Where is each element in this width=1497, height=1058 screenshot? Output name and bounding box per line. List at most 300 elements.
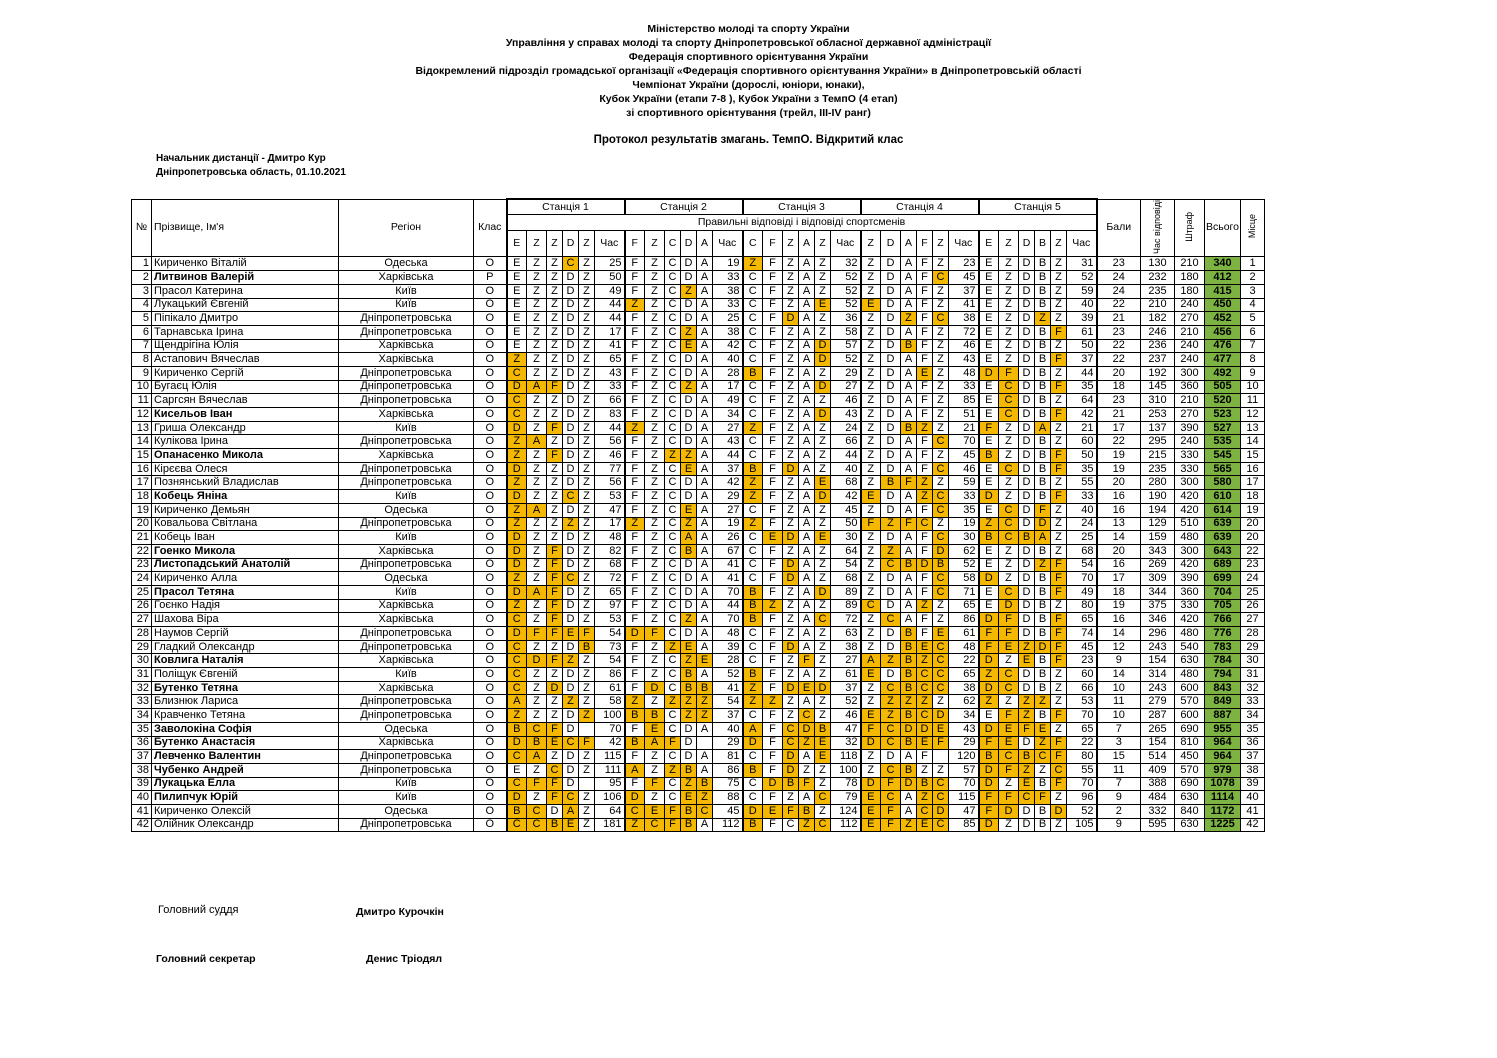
answer-cell: E bbox=[861, 298, 881, 312]
correct-answer: B bbox=[1035, 230, 1051, 257]
answer-cell: Z bbox=[579, 476, 595, 490]
answer-cell: A bbox=[901, 531, 917, 545]
station-time: 55 bbox=[1067, 476, 1097, 490]
answer-cell: Z bbox=[815, 325, 831, 339]
athlete-name: Гриша Олександр bbox=[152, 421, 339, 435]
answer-cell: E bbox=[999, 722, 1019, 736]
answer-cell: Z bbox=[861, 366, 881, 380]
answer-cell: Z bbox=[507, 435, 527, 449]
answer-cell: F bbox=[763, 818, 783, 832]
penalty: 330 bbox=[1175, 599, 1205, 613]
answer-cell: C bbox=[881, 558, 901, 572]
answer-cell: C bbox=[507, 408, 527, 422]
answer-cell: F bbox=[979, 736, 999, 750]
station-time: 24 bbox=[1067, 517, 1097, 531]
answer-cell: Z bbox=[527, 763, 547, 777]
total: 979 bbox=[1205, 763, 1241, 777]
answer-cell: Z bbox=[697, 791, 713, 805]
answer-cell: Z bbox=[579, 312, 595, 326]
points: 3 bbox=[1097, 736, 1141, 750]
total: 456 bbox=[1205, 325, 1241, 339]
station-time: 38 bbox=[713, 325, 743, 339]
answer-cell: Z bbox=[783, 380, 799, 394]
place: 8 bbox=[1241, 353, 1265, 367]
answer-cell: Z bbox=[999, 777, 1019, 791]
row-number: 6 bbox=[132, 325, 152, 339]
athlete-region: Харківська bbox=[339, 353, 474, 367]
total: 565 bbox=[1205, 462, 1241, 476]
answer-cell: C bbox=[999, 750, 1019, 764]
station-time: 41 bbox=[713, 558, 743, 572]
answer-cell: B bbox=[697, 681, 713, 695]
header-line: Управління у справах молоді та спорту Дніпропетровської обласної державної адміністрації bbox=[505, 37, 992, 49]
answer-cell: Z bbox=[547, 668, 563, 682]
athlete-name: Кириченко Сергій bbox=[152, 366, 339, 380]
answer-cell: C bbox=[743, 271, 763, 285]
station-time: 82 bbox=[595, 544, 625, 558]
answer-cell: D bbox=[563, 408, 579, 422]
answer-cell: F bbox=[625, 572, 645, 586]
answer-cell: E bbox=[815, 750, 831, 764]
answer-cell: F bbox=[625, 681, 645, 695]
answer-cell: F bbox=[763, 421, 783, 435]
answer-cell: C bbox=[665, 750, 681, 764]
penalty: 210 bbox=[1175, 257, 1205, 271]
answer-cell: F bbox=[917, 435, 933, 449]
answer-cell: Z bbox=[527, 312, 547, 326]
station-time: 23 bbox=[1067, 654, 1097, 668]
athlete-region: Дніпропетровська bbox=[339, 558, 474, 572]
athlete-class: О bbox=[474, 503, 507, 517]
answer-cell: Z bbox=[1035, 736, 1051, 750]
station-time: 25 bbox=[595, 257, 625, 271]
station-time: 71 bbox=[949, 585, 979, 599]
answer-cell: C bbox=[665, 777, 681, 791]
answer-cell: D bbox=[861, 736, 881, 750]
answer-cell: F bbox=[547, 380, 563, 394]
answer-cell: Z bbox=[547, 339, 563, 353]
answer-cell: B bbox=[815, 722, 831, 736]
answer-cell: C bbox=[547, 763, 563, 777]
answer-cell: F bbox=[1051, 640, 1067, 654]
penalty: 240 bbox=[1175, 298, 1205, 312]
station-time: 80 bbox=[1067, 750, 1097, 764]
answer-cell: Z bbox=[881, 517, 901, 531]
athlete-region: Харківська bbox=[339, 449, 474, 463]
answer-cell: D bbox=[507, 531, 527, 545]
answer-time: 210 bbox=[1141, 298, 1175, 312]
answer-cell: A bbox=[901, 257, 917, 271]
athlete-name: Астапович Вячеслав bbox=[152, 353, 339, 367]
row-number: 7 bbox=[132, 339, 152, 353]
answer-cell: D bbox=[881, 312, 901, 326]
answer-cell: B bbox=[1035, 271, 1051, 285]
answer-cell: D bbox=[979, 654, 999, 668]
answer-cell: F bbox=[625, 777, 645, 791]
answer-cell: A bbox=[697, 462, 713, 476]
place: 33 bbox=[1241, 695, 1265, 709]
points: 21 bbox=[1097, 312, 1141, 326]
answer-cell: Z bbox=[979, 695, 999, 709]
place: 10 bbox=[1241, 380, 1265, 394]
athlete-class: О bbox=[474, 599, 507, 613]
answer-cell: F bbox=[917, 572, 933, 586]
athlete-class: О bbox=[474, 544, 507, 558]
answer-cell: D bbox=[901, 777, 917, 791]
answer-cell: Z bbox=[563, 695, 579, 709]
answer-cell: A bbox=[799, 298, 815, 312]
answer-cell: Z bbox=[783, 791, 799, 805]
athlete-region: Одеська bbox=[339, 257, 474, 271]
answer-cell: E bbox=[563, 818, 579, 832]
answer-cell: F bbox=[999, 627, 1019, 641]
penalty: 810 bbox=[1175, 736, 1205, 750]
answer-cell: F bbox=[625, 271, 645, 285]
answer-cell: F bbox=[547, 722, 563, 736]
answer-cell: Z bbox=[815, 599, 831, 613]
correct-answer: C bbox=[665, 230, 681, 257]
answer-cell: A bbox=[697, 613, 713, 627]
station-time: 65 bbox=[595, 353, 625, 367]
penalty: 690 bbox=[1175, 777, 1205, 791]
answer-cell: D bbox=[1019, 435, 1035, 449]
answer-cell: C bbox=[563, 257, 579, 271]
answer-cell: D bbox=[881, 449, 901, 463]
answer-cell: C bbox=[743, 640, 763, 654]
answer-cell: F bbox=[763, 339, 783, 353]
points: 7 bbox=[1097, 777, 1141, 791]
answer-cell: A bbox=[901, 449, 917, 463]
points: 11 bbox=[1097, 763, 1141, 777]
answer-cell: D bbox=[681, 353, 697, 367]
answer-cell: Z bbox=[861, 476, 881, 490]
athlete-region: Київ bbox=[339, 777, 474, 791]
answer-cell: C bbox=[665, 394, 681, 408]
station-time: 66 bbox=[831, 435, 861, 449]
answer-cell: Z bbox=[507, 599, 527, 613]
place: 39 bbox=[1241, 777, 1265, 791]
station-time: 19 bbox=[713, 517, 743, 531]
answer-cell: A bbox=[697, 750, 713, 764]
total: 415 bbox=[1205, 284, 1241, 298]
points: 21 bbox=[1097, 408, 1141, 422]
answer-cell: E bbox=[1019, 777, 1035, 791]
answer-cell: A bbox=[901, 380, 917, 394]
answer-cell: F bbox=[1051, 750, 1067, 764]
station-time: 37 bbox=[949, 284, 979, 298]
answer-cell: Z bbox=[527, 613, 547, 627]
answer-cell: D bbox=[1019, 627, 1035, 641]
answer-cell: C bbox=[933, 572, 949, 586]
answer-cell: E bbox=[507, 325, 527, 339]
answer-cell: Z bbox=[579, 804, 595, 818]
answer-cell: A bbox=[799, 394, 815, 408]
station-time: 40 bbox=[831, 462, 861, 476]
answer-cell: C bbox=[743, 531, 763, 545]
answer-cell: B bbox=[901, 709, 917, 723]
answer-cell: D bbox=[563, 325, 579, 339]
answer-cell: Z bbox=[999, 818, 1019, 832]
correct-answer: C bbox=[743, 230, 763, 257]
answer-cell: Z bbox=[815, 435, 831, 449]
answer-cell: F bbox=[999, 791, 1019, 805]
answer-cell: Z bbox=[645, 476, 665, 490]
answer-cell: Z bbox=[815, 517, 831, 531]
table-row bbox=[132, 517, 1265, 531]
answer-cell: F bbox=[999, 763, 1019, 777]
answer-cell bbox=[579, 777, 595, 791]
answer-cell: D bbox=[507, 544, 527, 558]
answer-cell: Z bbox=[861, 339, 881, 353]
answer-cell: E bbox=[763, 804, 783, 818]
answer-cell: C bbox=[507, 394, 527, 408]
answer-cell: C bbox=[665, 722, 681, 736]
table-row bbox=[132, 668, 1265, 682]
answer-cell: D bbox=[625, 791, 645, 805]
answer-cell: D bbox=[563, 394, 579, 408]
table-row bbox=[132, 695, 1265, 709]
answer-cell: B bbox=[901, 681, 917, 695]
answer-cell: Z bbox=[861, 613, 881, 627]
row-number: 31 bbox=[132, 668, 152, 682]
answer-cell: F bbox=[1051, 490, 1067, 504]
athlete-region: Дніпропетровська bbox=[339, 435, 474, 449]
total: 610 bbox=[1205, 490, 1241, 504]
answer-cell: D bbox=[881, 325, 901, 339]
answer-cell: F bbox=[763, 284, 783, 298]
penalty: 270 bbox=[1175, 312, 1205, 326]
place: 3 bbox=[1241, 284, 1265, 298]
table-row bbox=[132, 257, 1265, 271]
answer-cell: Z bbox=[815, 257, 831, 271]
athlete-class: О bbox=[474, 709, 507, 723]
answer-cell: Z bbox=[645, 763, 665, 777]
answer-cell: Z bbox=[625, 421, 645, 435]
answer-cell: B bbox=[979, 531, 999, 545]
answer-cell: D bbox=[563, 339, 579, 353]
athlete-region: Дніпропетровська bbox=[339, 476, 474, 490]
answer-cell: Z bbox=[681, 517, 697, 531]
athlete-region: Одеська bbox=[339, 804, 474, 818]
answer-cell: E bbox=[507, 339, 527, 353]
chief-judge-label: Головний суддя bbox=[158, 904, 239, 916]
answer-cell: F bbox=[1051, 558, 1067, 572]
answer-cell: Z bbox=[783, 353, 799, 367]
station-time: 120 bbox=[949, 750, 979, 764]
answer-cell: B bbox=[1035, 257, 1051, 271]
col-header-no: № bbox=[132, 199, 152, 257]
place: 41 bbox=[1241, 804, 1265, 818]
answer-cell: D bbox=[563, 476, 579, 490]
athlete-name: Поліщук Євгеній bbox=[152, 668, 339, 682]
answer-cell: A bbox=[799, 791, 815, 805]
row-number: 24 bbox=[132, 572, 152, 586]
answer-cell: D bbox=[681, 585, 697, 599]
answer-cell: A bbox=[799, 585, 815, 599]
station-time: 112 bbox=[713, 818, 743, 832]
answer-cell: F bbox=[1051, 572, 1067, 586]
answer-cell: D bbox=[979, 722, 999, 736]
answer-cell: C bbox=[665, 490, 681, 504]
answer-cell: C bbox=[507, 668, 527, 682]
answer-cell: F bbox=[645, 627, 665, 641]
header-line: Кубок України (етапи 7-8 ), Кубок України з ТемпО (4 етап) bbox=[599, 93, 898, 105]
answer-cell: Z bbox=[1051, 366, 1067, 380]
points: 9 bbox=[1097, 818, 1141, 832]
athlete-name: Кириченко Демьян bbox=[152, 503, 339, 517]
answer-cell: F bbox=[979, 804, 999, 818]
station-time: 27 bbox=[713, 421, 743, 435]
answer-cell: B bbox=[743, 462, 763, 476]
answer-cell: F bbox=[917, 503, 933, 517]
answer-cell: D bbox=[933, 544, 949, 558]
answer-cell: D bbox=[815, 408, 831, 422]
answer-cell: Z bbox=[579, 408, 595, 422]
answer-cell: B bbox=[697, 777, 713, 791]
answer-cell: D bbox=[1019, 544, 1035, 558]
total: 784 bbox=[1205, 654, 1241, 668]
answer-cell: Z bbox=[645, 517, 665, 531]
answer-cell: Z bbox=[999, 257, 1019, 271]
total: 545 bbox=[1205, 449, 1241, 463]
answer-cell: Z bbox=[547, 366, 563, 380]
station-time: 53 bbox=[1067, 695, 1097, 709]
table-row bbox=[132, 476, 1265, 490]
place: 9 bbox=[1241, 366, 1265, 380]
answer-cell: Z bbox=[933, 695, 949, 709]
row-number: 38 bbox=[132, 763, 152, 777]
answer-cell: F bbox=[547, 777, 563, 791]
answer-cell: D bbox=[1019, 380, 1035, 394]
answer-cell: Z bbox=[527, 421, 547, 435]
place: 5 bbox=[1241, 312, 1265, 326]
answer-cell: F bbox=[763, 750, 783, 764]
place: 22 bbox=[1241, 544, 1265, 558]
station-time: 37 bbox=[831, 681, 861, 695]
answer-cell: C bbox=[507, 750, 527, 764]
answer-cell: C bbox=[881, 736, 901, 750]
answer-cell: D bbox=[563, 585, 579, 599]
answer-cell: A bbox=[697, 490, 713, 504]
station-time: 50 bbox=[1067, 449, 1097, 463]
answer-cell: B bbox=[681, 818, 697, 832]
answer-cell: Z bbox=[579, 257, 595, 271]
answer-cell: Z bbox=[547, 325, 563, 339]
place: 15 bbox=[1241, 449, 1265, 463]
station-time: 181 bbox=[595, 818, 625, 832]
station-time: 52 bbox=[713, 668, 743, 682]
penalty: 420 bbox=[1175, 490, 1205, 504]
answer-cell: Z bbox=[697, 695, 713, 709]
answer-cell: A bbox=[1035, 421, 1051, 435]
answer-cell: Z bbox=[1051, 257, 1067, 271]
answer-cell: Z bbox=[579, 503, 595, 517]
answer-cell: Z bbox=[881, 709, 901, 723]
row-number: 27 bbox=[132, 613, 152, 627]
answer-cell: Z bbox=[933, 517, 949, 531]
answer-cell: Z bbox=[681, 613, 697, 627]
answer-cell: D bbox=[1035, 517, 1051, 531]
row-number: 11 bbox=[132, 394, 152, 408]
answer-cell: C bbox=[933, 490, 949, 504]
athlete-name: Шахова Віра bbox=[152, 613, 339, 627]
answer-cell: F bbox=[625, 462, 645, 476]
answer-cell: C bbox=[665, 627, 681, 641]
answer-cell: F bbox=[625, 531, 645, 545]
answer-cell: Z bbox=[999, 339, 1019, 353]
answer-cell: E bbox=[979, 394, 999, 408]
answer-cell: Z bbox=[527, 257, 547, 271]
table-row bbox=[132, 353, 1265, 367]
answer-cell: A bbox=[901, 585, 917, 599]
table-row bbox=[132, 736, 1265, 750]
answer-cell: Z bbox=[861, 763, 881, 777]
station-time: 48 bbox=[713, 627, 743, 641]
answer-cell: D bbox=[1019, 366, 1035, 380]
answer-cell: C bbox=[933, 654, 949, 668]
answer-cell: Z bbox=[783, 476, 799, 490]
answer-cell: F bbox=[547, 544, 563, 558]
answer-cell: C bbox=[507, 654, 527, 668]
answer-cell: D bbox=[861, 777, 881, 791]
athlete-region: Київ bbox=[339, 490, 474, 504]
answer-cell: Z bbox=[547, 531, 563, 545]
answer-cell: C bbox=[743, 449, 763, 463]
answer-cell: D bbox=[1019, 325, 1035, 339]
answer-cell: Z bbox=[815, 572, 831, 586]
answer-cell: A bbox=[527, 750, 547, 764]
place: 12 bbox=[1241, 408, 1265, 422]
answer-cell: Z bbox=[579, 531, 595, 545]
answer-cell: C bbox=[933, 503, 949, 517]
answer-cell: D bbox=[881, 435, 901, 449]
station-time: 49 bbox=[595, 284, 625, 298]
answer-cell: Z bbox=[815, 627, 831, 641]
athlete-name: Чубенко Андрей bbox=[152, 763, 339, 777]
total: 639 bbox=[1205, 517, 1241, 531]
answer-cell: F bbox=[625, 284, 645, 298]
answer-cell: F bbox=[547, 585, 563, 599]
answer-cell: C bbox=[999, 380, 1019, 394]
answer-cell: Z bbox=[527, 325, 547, 339]
answer-cell: C bbox=[563, 490, 579, 504]
answer-cell: B bbox=[901, 640, 917, 654]
answer-cell: F bbox=[917, 257, 933, 271]
station-time: 79 bbox=[831, 791, 861, 805]
station-time: 45 bbox=[713, 804, 743, 818]
station-time: 34 bbox=[949, 709, 979, 723]
answer-cell: Z bbox=[999, 435, 1019, 449]
answer-cell: C bbox=[933, 462, 949, 476]
answer-cell: Z bbox=[783, 408, 799, 422]
station-time: 56 bbox=[595, 476, 625, 490]
answer-cell: F bbox=[1019, 722, 1035, 736]
answer-cell: F bbox=[547, 627, 563, 641]
answer-cell: C bbox=[563, 736, 579, 750]
answer-cell: Z bbox=[547, 462, 563, 476]
answer-cell: Z bbox=[645, 585, 665, 599]
athlete-name: Ковлига Наталія bbox=[152, 654, 339, 668]
station-header: Станція 5 bbox=[979, 199, 1097, 215]
answer-cell: B bbox=[681, 668, 697, 682]
station-time: 72 bbox=[949, 325, 979, 339]
answer-cell: D bbox=[1019, 736, 1035, 750]
answer-cell: Z bbox=[579, 668, 595, 682]
answer-cell: Z bbox=[763, 599, 783, 613]
station-time: 58 bbox=[831, 325, 861, 339]
athlete-name: Бутенко Тетяна bbox=[152, 681, 339, 695]
answer-cell: B bbox=[1035, 339, 1051, 353]
